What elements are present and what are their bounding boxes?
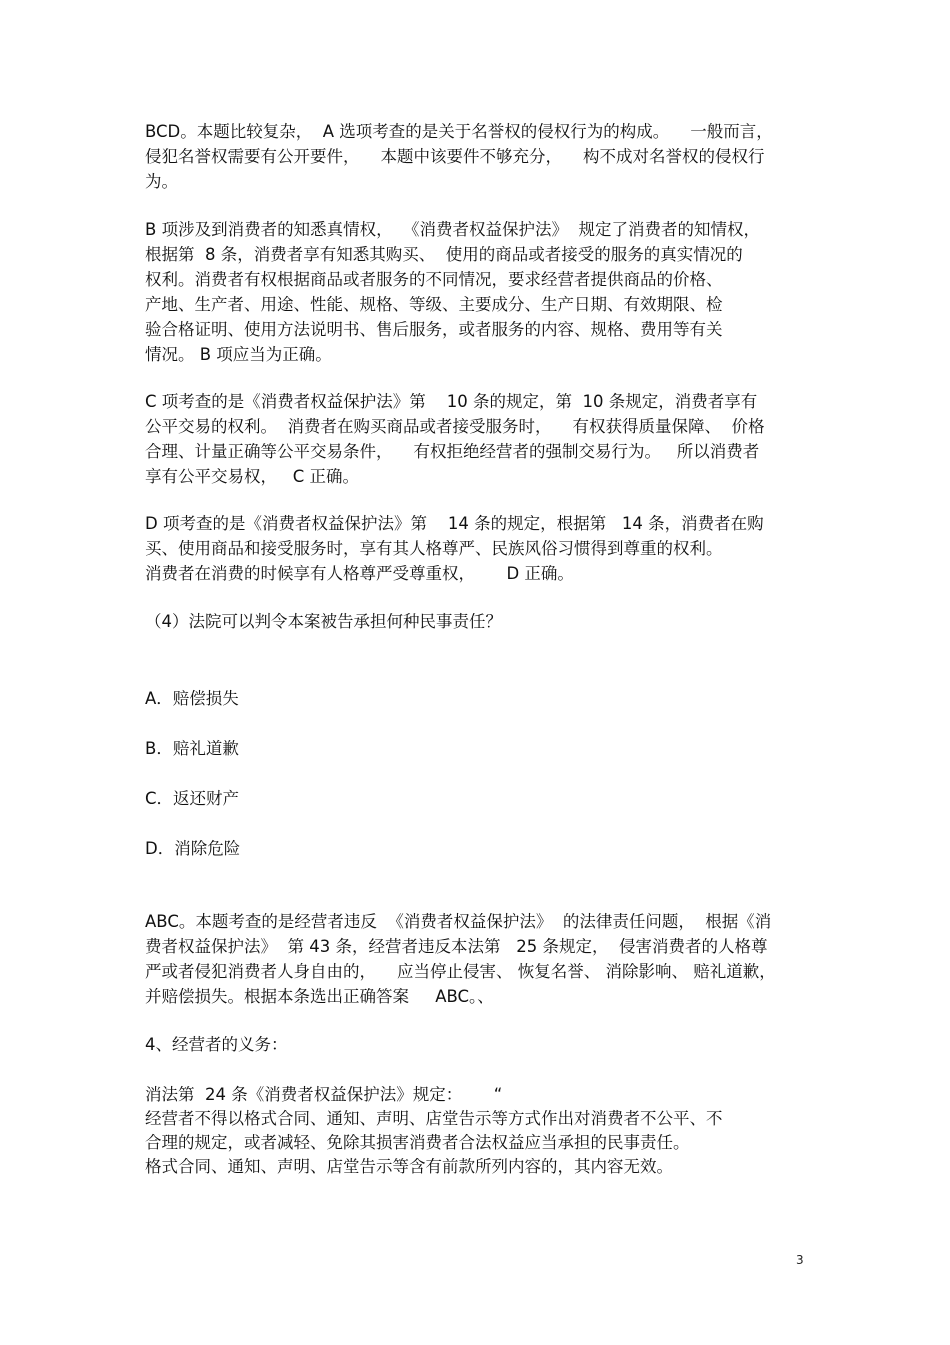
text-line: 经营者不得以格式合同、通知、声明、店堂告示等方式作出对消费者不公平、不 — [145, 1109, 723, 1128]
text-line: 严或者侵犯消费者人身自由的， 应当停止侵害、 恢复名誉、 消除影响、 赔礼道歉， — [145, 962, 776, 981]
option-a: A．赔偿损失 — [145, 689, 239, 708]
text-line: B 项涉及到消费者的知悉真情权， 《消费者权益保护法》 规定了消费者的知情权， — [145, 220, 761, 239]
text-line: 合理的规定，或者减轻、免除其损害消费者合法权益应当承担的民事责任。 — [145, 1133, 690, 1152]
text-line: 为。 — [145, 172, 178, 191]
text-line: 消费者在消费的时候享有人格尊严受尊重权， D 正确。 — [145, 564, 574, 583]
text-line: 产地、生产者、用途、性能、规格、等级、主要成分、生产日期、有效期限、检 — [145, 295, 723, 314]
text-line: ABC。本题考查的是经营者违反 《消费者权益保护法》 的法律责任问题， 根据《消 — [145, 912, 772, 931]
text-line: 买、使用商品和接受服务时，享有其人格尊严、民族风俗习惯得到尊重的权利。 — [145, 539, 723, 558]
page-number: 3 — [796, 1253, 804, 1267]
text-line: 并赔偿损失。根据本条选出正确答案 ABC。、 — [145, 987, 494, 1006]
text-line: 根据第 8 条，消费者享有知悉其购买、 使用的商品或者接受的服务的真实情况的 — [145, 245, 743, 264]
text-line: 公平交易的权利。 消费者在购买商品或者接受服务时， 有权获得质量保障、 价格 — [145, 417, 765, 436]
option-b: B．赔礼道歉 — [145, 739, 239, 758]
text-line: 情况。 B 项应当为正确。 — [145, 345, 332, 364]
text-line: 侵犯名誉权需要有公开要件， 本题中该要件不够充分， 构不成对名誉权的侵权行 — [145, 147, 765, 166]
text-line: 费者权益保护法》 第 43 条，经营者违反本法第 25 条规定， 侵害消费者的人格尊 — [145, 937, 768, 956]
text-line: 格式合同、通知、声明、店堂告示等含有前款所列内容的，其内容无效。 — [145, 1157, 673, 1176]
text-line: 验合格证明、使用方法说明书、售后服务，或者服务的内容、规格、费用等有关 — [145, 320, 723, 339]
text-line: 权利。消费者有权根据商品或者服务的不同情况，要求经营者提供商品的价格、 — [145, 270, 723, 289]
text-line: 享有公平交易权， C 正确。 — [145, 467, 360, 486]
section-heading: 4、经营者的义务： — [145, 1035, 288, 1054]
text-line: D 项考查的是《消费者权益保护法》第 14 条的规定，根据第 14 条，消费者在购 — [145, 514, 764, 533]
text-line: 合理、计量正确等公平交易条件， 有权拒绝经营者的强制交易行为。 所以消费者 — [145, 442, 760, 461]
text-line: 消法第 24 条《消费者权益保护法》规定： “ — [145, 1085, 503, 1104]
question-4: （4）法院可以判令本案被告承担何种民事责任？ — [145, 612, 502, 631]
option-d: D．消除危险 — [145, 839, 241, 858]
option-c: C．返还财产 — [145, 789, 240, 808]
text-line: C 项考查的是《消费者权益保护法》第 10 条的规定，第 10 条规定，消费者享有 — [145, 392, 758, 411]
text-line: BCD。本题比较复杂， A 选项考查的是关于名誉权的侵权行为的构成。 一般而言， — [145, 122, 773, 141]
